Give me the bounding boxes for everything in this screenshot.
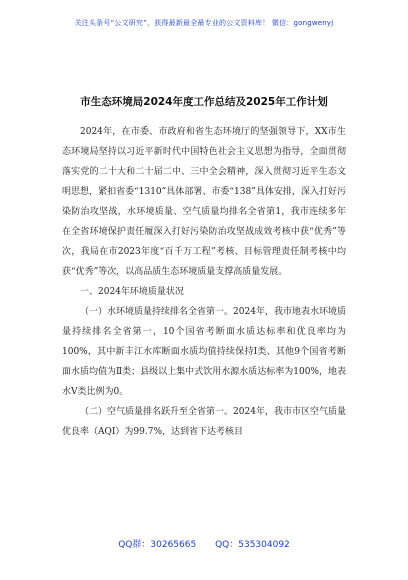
section-heading: 一、2024年环境质量状况 [80,287,184,297]
air-quality-paragraph: （二）空气质量排名跃升至全省第一。2024年，我市市区空气质量优良率（AQI）为99.7%，达到省下达考核目 [62,407,346,437]
footer-contact [0,537,408,550]
intro-paragraph: 2024年，在市委、市政府和省生态环境厅的坚强领导下，XX市生态环境局坚持以习近平新时代中国特色社会主义思想为指导，全面贯彻落实党的二十大和二十届二中、三中全会精神，深入贯彻习近平生态文明思想，紧扣省委“1310”具体部署、市委“138”具体安排，深入打好污染防治攻坚战，水环境质量、空气质量均排名全省第1，我市连续多年在全省环境保护责任履深入打好污染防治攻坚战成效考核中获“优秀”等次，我局在市2023年度“百千万工程”考核、目标管理责任制考核中均获“优秀”等次，以高品质生态环境质量支撑高质量发展。 [62,127,346,277]
document-body [62,122,346,442]
top-banner: 关注头条号“公文研究”，获得最新最全最专业的公文资料库！ 微信：gongwenyj [74,19,334,27]
footer-qq: QQ：535304092 [215,540,290,550]
document-title: 市生态环境局2024年度工作总结及2025年工作计划 [80,96,328,108]
water-quality-paragraph: （一）水环境质量持续排名全省第一。2024年，我市地表水环境质量持续排名全省第一，10个国省考断面水质达标率和优良率均为100%，其中新丰江水库断面水质均值持续保持Ⅰ类、其他9个国省考断面水质均值为Ⅱ类；县级以上集中式饮用水源水质达标率为100%，地表水Ⅴ类比例为0。 [62,307,346,397]
footer-qq-group: QQ群：30265665 [118,540,197,550]
